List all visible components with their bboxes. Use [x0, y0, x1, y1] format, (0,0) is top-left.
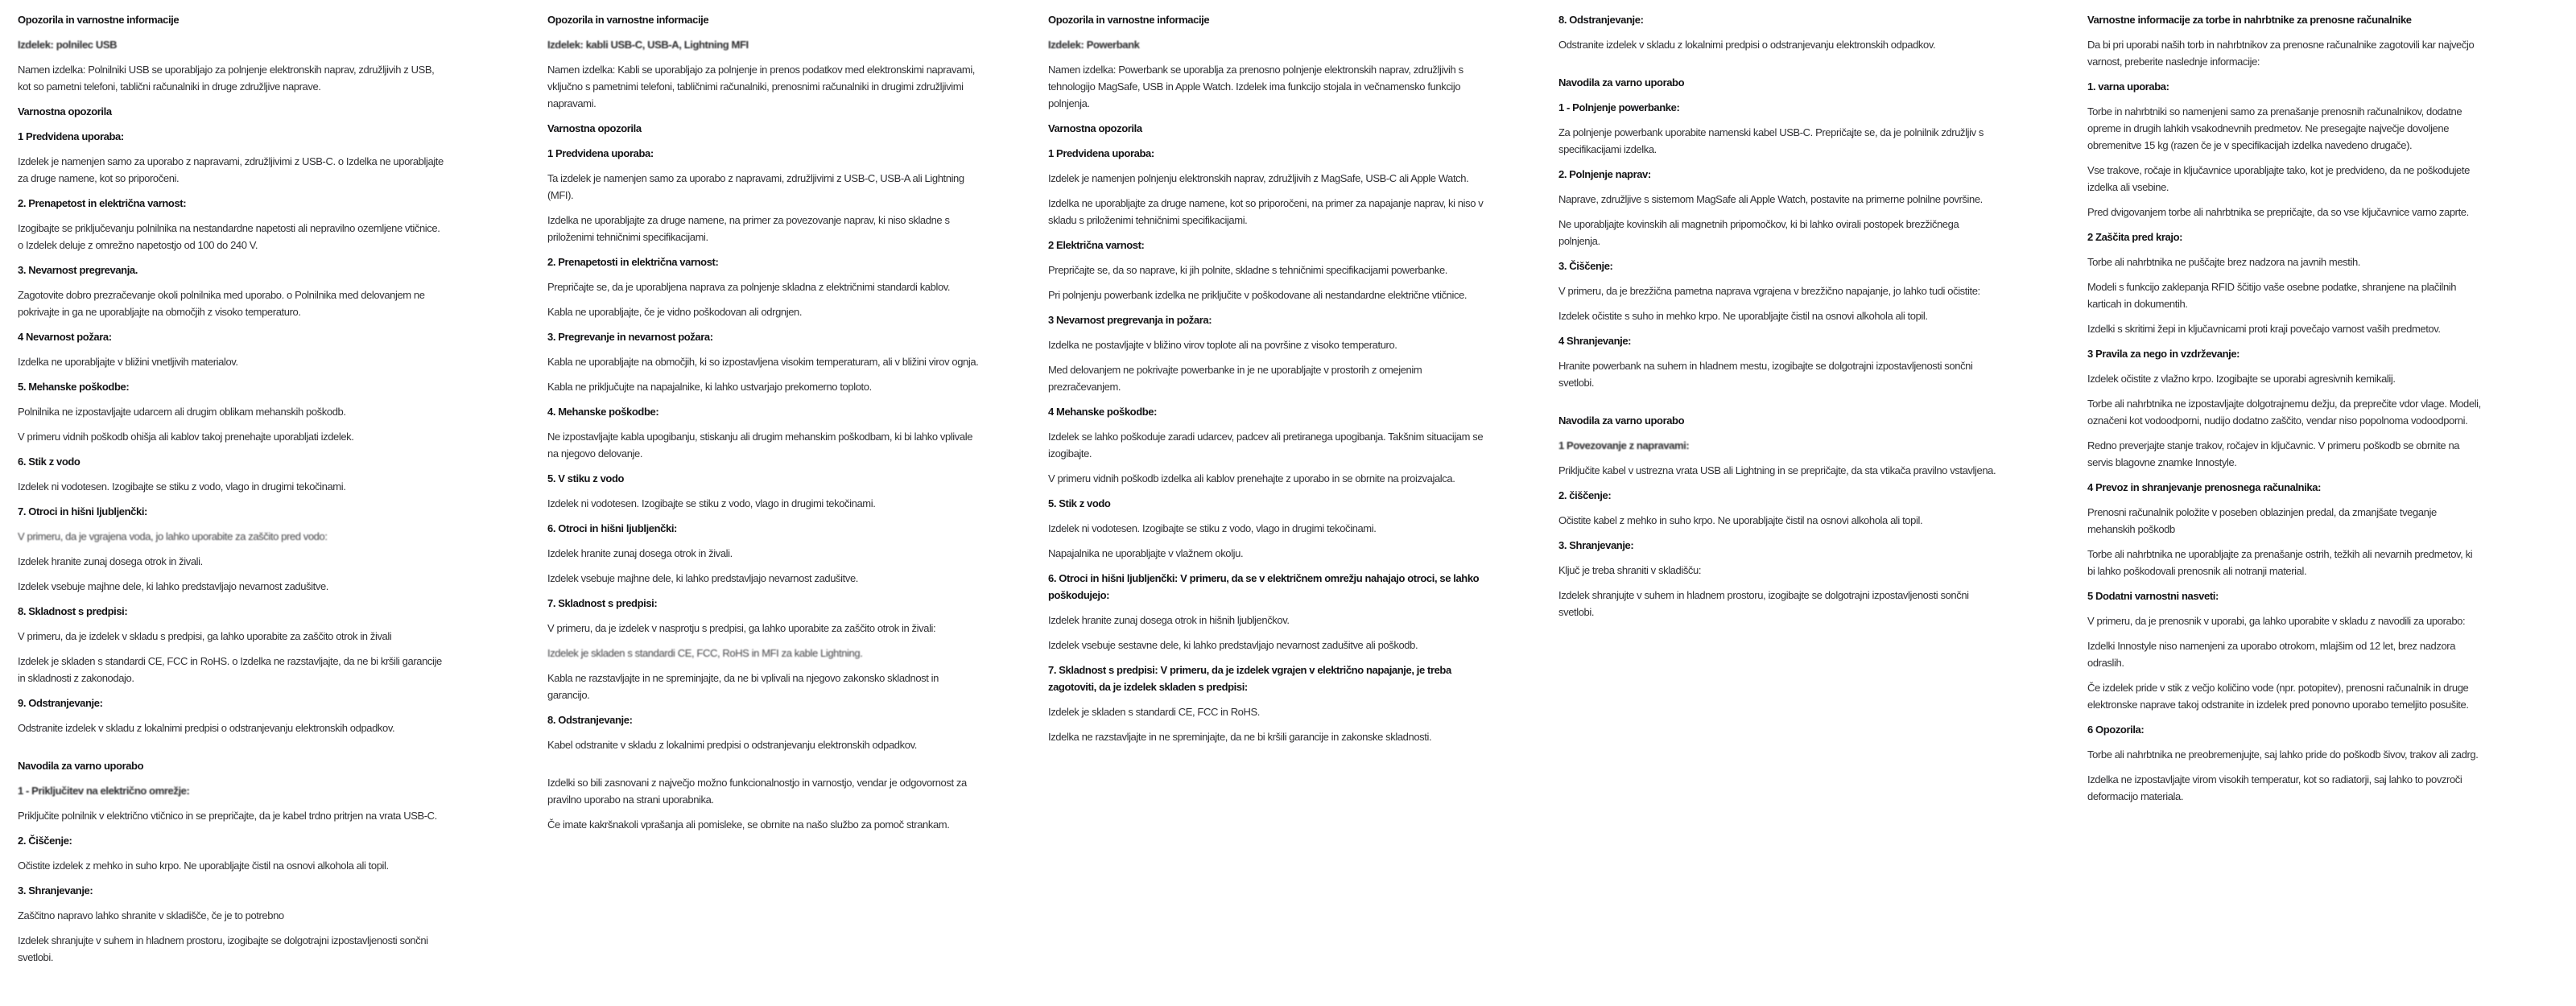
paragraph: Zagotovite dobro prezračevanje okoli polnilnika med uporabo. o Polnilnika med delovanjem ne pokrivajte in ga ne uporabljajte na območjih z visoko temperaturo. [18, 289, 425, 318]
paragraph: Kabla ne priključujte na napajalnike, ki lahko ustvarjajo prekomerno toploto. [547, 381, 872, 393]
paragraph: Vse trakove, ročaje in ključavnice uporabljajte tako, kot je predvideno, da ne poškodujete izdelka ali vsebine. [2087, 164, 2470, 193]
section-heading: 4. Mehanske poškodbe: [547, 406, 659, 418]
paragraph: Izdelek je namenjen samo za uporabo z napravami, združljivimi z USB-C. o Izdelka ne uporabljajte za druge namene, kot so priporočeni. [18, 155, 444, 184]
paragraph: Priključite polnilnik v električno vtičnico in se prepričajte, da je kabel trdno pritrjen na vrata USB-C. [18, 810, 437, 822]
section-heading: 3. Nevarnost pregrevanja. [18, 264, 138, 276]
section-heading: Navodila za varno uporabo [18, 760, 144, 772]
paragraph: Izdelka ne razstavljajte in ne spreminjajte, da ne bi kršili garancije in zakonske skladnosti. [1048, 731, 1432, 743]
section-heading: 2. čiščenje: [1558, 489, 1612, 501]
paragraph: Izdelki s skritimi žepi in ključavnicami proti kraji povečajo varnost vaših predmetov. [2087, 323, 2441, 335]
paragraph: Modeli s funkcijo zaklepanja RFID ščitijo vaše osebne podatke, shranjene na plačilnih karticah in dokumentih. [2087, 281, 2457, 310]
paragraph: Pri polnjenju powerbank izdelka ne priključite v poškodovane ali nestandardne električne vtičnice. [1048, 289, 1468, 301]
paragraph: Za polnjenje powerbank uporabite namenski kabel USB-C. Prepričajte se, da je polnilnik združljiv s specifikacijami izdelka. [1558, 126, 1984, 155]
paragraph: Izdelek očistite s suho in mehko krpo. Ne uporabljajte čistil na osnovi alkohola ali topil. [1558, 310, 1928, 322]
paragraph: Izdelek hranite zunaj dosega otrok in hišnih ljubljenčkov. [1048, 614, 1290, 626]
section-heading: Varnostna opozorila [18, 105, 112, 118]
paragraph: Naprave, združljive s sistemom MagSafe ali Apple Watch, postavite na primerne polnilne površine. [1558, 193, 1983, 205]
paragraph: Prenosni računalnik položite v poseben oblazinjen predal, da zmanjšate tveganje mehanskih poškodb [2087, 506, 2437, 535]
paragraph: Prepričajte se, da je uporabljena naprava za polnjenje skladna z električnimi standardi kablov. [547, 281, 951, 293]
paragraph: V primeru, da je vgrajena voda, jo lahko uporabite za zaščito pred vodo: [18, 530, 328, 542]
paragraph: Hranite powerbank na suhem in hladnem mestu, izogibajte se dolgotrajni izpostavljenosti sončni svetlobi. [1558, 360, 1973, 389]
paragraph: Izdelek ni vodotesen. Izogibajte se stiku z vodo, vlago in drugimi tekočinami. [547, 497, 876, 509]
paragraph: Kabla ne uporabljajte na območjih, ki so izpostavljena visokim temperaturam, ali v bližini virov ognja. [547, 356, 979, 368]
section-heading: 4 Prevoz in shranjevanje prenosnega računalnika: [2087, 481, 2322, 493]
section-heading: 9. Odstranjevanje: [18, 697, 103, 709]
paragraph: Izdelek je namenjen polnjenju elektronskih naprav, združljivih z MagSafe, USB-C ali Apple Watch. [1048, 172, 1469, 184]
section-heading: 3 Nevarnost pregrevanja in požara: [1048, 314, 1212, 326]
section-heading: 1 Predvidena uporaba: [1048, 147, 1154, 159]
paragraph: Prepričajte se, da so naprave, ki jih polnite, skladne s tehničnimi specifikacijami powerbanke. [1048, 264, 1447, 276]
section-heading: 8. Skladnost s predpisi: [18, 605, 128, 617]
paragraph: Zaščitno napravo lahko shranite v skladišče, če je to potrebno [18, 909, 284, 921]
section-heading: 1. varna uporaba: [2087, 80, 2169, 93]
section-heading: Varnostna opozorila [547, 122, 642, 134]
section-heading: 2 Zaščita pred krajo: [2087, 231, 2183, 243]
section-heading: 6. Stik z vodo [18, 456, 80, 468]
column-cables [547, 11, 980, 841]
section-heading: Izdelek: Powerbank [1048, 39, 1140, 51]
section-heading: 2. Prenapetosti in električna varnost: [547, 256, 719, 268]
section-heading: Izdelek: polnilec USB [18, 39, 118, 51]
section-heading: 6 Opozorila: [2087, 724, 2145, 736]
paragraph: Izdelek shranjujte v suhem in hladnem prostoru, izogibajte se dolgotrajni izpostavljenosti sončni svetlobi. [1558, 589, 1969, 618]
paragraph: Izdelki so bili zasnovani z največjo možno funkcionalnostjo in varnostjo, vendar je odgovornost za pravilno uporabo na strani uporabnika. [547, 777, 967, 806]
paragraph: Med delovanjem ne pokrivajte powerbanke in je ne uporabljajte v prostorih z omejenim prezračevanjem. [1048, 364, 1422, 393]
paragraph: Če izdelek pride v stik z večjo količino vode (npr. potopitev), prenosni računalnik in druge elektronske naprave takoj odstranite in izdelek pred ponovno uporabo temeljito posušite. [2087, 682, 2469, 711]
paragraph: Izogibajte se priključevanju polnilnika na nestandardne napetosti ali nepravilno ozemljene vtičnice. o Izdelek deluje z omrežno napetostjo od 100 do 240 V. [18, 222, 440, 251]
paragraph: Izdelek shranjujte v suhem in hladnem prostoru, izogibajte se dolgotrajni izpostavljenosti sončni svetlobi. [18, 934, 428, 963]
paragraph: Ta izdelek je namenjen samo za uporabo z napravami, združljivimi z USB-C, USB-A ali Lightning (MFI). [547, 172, 964, 201]
section-heading: 2 Električna varnost: [1048, 239, 1145, 251]
paragraph: Izdelka ne postavljajte v bližino virov toplote ali na površine z visoko temperaturo. [1048, 339, 1397, 351]
paragraph: Torbe ali nahrbtnika ne preobremenjujte, saj lahko pride do poškodb šivov, trakov ali zadrg. [2087, 748, 2479, 761]
section-heading: 6. Otroci in hišni ljubljenčki: [547, 522, 677, 534]
section-heading: 3. Shranjevanje: [18, 884, 93, 897]
paragraph: Ključ je treba shraniti v skladišču: [1558, 564, 1702, 576]
column-usb-charger [18, 11, 448, 974]
paragraph: V primeru, da je izdelek v nasprotju s predpisi, ga lahko uporabite za zaščito otrok in živali: [547, 622, 936, 634]
section-heading: 2. Polnjenje naprav: [1558, 168, 1651, 180]
paragraph: Izdelek hranite zunaj dosega otrok in živali. [547, 547, 733, 559]
paragraph: Izdelka ne uporabljajte za druge namene, na primer za povezovanje naprav, ki niso skladne s priloženimi tehničnimi specifikacijami. [547, 214, 950, 243]
section-heading: Opozorila in varnostne informacije [1048, 14, 1210, 26]
section-heading: 4 Nevarnost požara: [18, 331, 112, 343]
paragraph: Torbe ali nahrbtnika ne puščajte brez nadzora na javnih mestih. [2087, 256, 2361, 268]
paragraph: Očistite kabel z mehko in suho krpo. Ne uporabljajte čistil na osnovi alkohola ali topil. [1558, 514, 1923, 526]
paragraph: Izdelek ni vodotesen. Izogibajte se stiku z vodo, vlago in drugimi tekočinami. [18, 480, 346, 493]
paragraph: Odstranite izdelek v skladu z lokalnimi predpisi o odstranjevanju elektronskih odpadkov. [18, 722, 395, 734]
paragraph: Da bi pri uporabi naših torb in nahrbtnikov za prenosne računalnike zagotovili kar največjo varnost, preberite naslednje informacije: [2087, 39, 2475, 68]
column-powerbank [1048, 11, 1487, 753]
paragraph: Izdelek je skladen s standardi CE, FCC in RoHS. o Izdelka ne razstavljajte, da ne bi kršili garancije in skladnosti z zakonodajo. [18, 655, 442, 684]
section-heading: 1 Povezovanje z napravami: [1558, 439, 1690, 451]
section-heading: 3. Pregrevanje in nevarnost požara: [547, 331, 713, 343]
paragraph: Kabla ne uporabljajte, če je vidno poškodovan ali odrgnjen. [547, 306, 803, 318]
paragraph: Izdelki Innostyle niso namenjeni za uporabo otrokom, mlajšim od 12 let, brez nadzora odraslih. [2087, 640, 2456, 669]
section-heading: 1 - Priključitev na električno omrežje: [18, 785, 190, 797]
section-heading: 3. Čiščenje: [1558, 260, 1613, 272]
paragraph: Izdelka ne izpostavljajte virom visokih temperatur, kot so radiatorji, saj lahko to povzroči deformacijo materiala. [2087, 773, 2462, 802]
column-laptop-bags [2087, 11, 2482, 813]
section-heading: Varnostne informacije za torbe in nahrbtnike za prenosne računalnike [2087, 14, 2412, 26]
section-heading: 4 Mehanske poškodbe: [1048, 406, 1158, 418]
paragraph: Izdelek vsebuje majhne dele, ki lahko predstavljajo nevarnost zadušitve. [547, 572, 858, 584]
section-heading: 8. Odstranjevanje: [1558, 14, 1644, 26]
section-heading: Navodila za varno uporabo [1558, 414, 1685, 427]
paragraph: Torbe ali nahrbtnika ne izpostavljajte dolgotrajnemu dežju, da preprečite vdor vlage. Modeli, označeni kot vodoodporni, nudijo dodatno zaščito, vendar niso popolnoma vodoodporni. [2087, 398, 2481, 427]
paragraph: Redno preverjajte stanje trakov, ročajev in ključavnic. V primeru poškodb se obrnite na servis blagovne znamke Innostyle. [2087, 439, 2460, 468]
paragraph: Ne izpostavljajte kabla upogibanju, stiskanju ali drugim mehanskim poškodbam, ki bi lahko vplivale na njegovo delovanje. [547, 431, 973, 460]
paragraph: Izdelek je skladen s standardi CE, FCC, RoHS in MFI za kable Lightning. [547, 647, 863, 659]
paragraph: Izdelek vsebuje sestavne dele, ki lahko predstavljajo nevarnost zadušitve ali poškodb. [1048, 639, 1418, 651]
paragraph: Izdelek se lahko poškoduje zaradi udarcev, padcev ali pretiranega upogibanja. Takšnim situacijam se izogibajte. [1048, 431, 1484, 460]
section-heading: 8. Odstranjevanje: [547, 714, 633, 726]
paragraph: Kabel odstranite v skladu z lokalnimi predpisi o odstranjevanju elektronskih odpadkov. [547, 739, 917, 751]
paragraph: Izdelka ne uporabljajte za druge namene, kot so priporočeni, na primer za napajanje naprav, ki niso v skladu s priloženimi tehničnimi specifikacijami. [1048, 197, 1484, 226]
paragraph: V primeru, da je izdelek v skladu s predpisi, ga lahko uporabite za zaščito otrok in živali [18, 630, 392, 642]
section-heading: 6. Otroci in hišni ljubljenčki: V primeru, da se v električnem omrežju nahajajo otroci, se lahko poškodujejo: [1048, 572, 1480, 601]
paragraph: Kabla ne razstavljajte in ne spreminjajte, da ne bi vplivali na njegovo zakonsko skladnost in garancijo. [547, 672, 939, 701]
section-heading: 1 - Polnjenje powerbanke: [1558, 101, 1680, 113]
section-heading: 3 Pravila za nego in vzdrževanje: [2087, 348, 2240, 360]
paragraph: Odstranite izdelek v skladu z lokalnimi predpisi o odstranjevanju elektronskih odpadkov. [1558, 39, 1936, 51]
paragraph: Izdelka ne uporabljajte v bližini vnetljivih materialov. [18, 356, 238, 368]
section-heading: Varnostna opozorila [1048, 122, 1142, 134]
paragraph: Priključite kabel v ustrezna vrata USB ali Lightning in se prepričajte, da sta vtikača pravilno vstavljena. [1558, 464, 1996, 476]
section-heading: 7. Skladnost s predpisi: [547, 597, 658, 609]
paragraph: Izdelek hranite zunaj dosega otrok in živali. [18, 555, 203, 567]
section-heading: Opozorila in varnostne informacije [547, 14, 709, 26]
paragraph: Izdelek je skladen s standardi CE, FCC in RoHS. [1048, 706, 1260, 718]
section-heading: 7. Skladnost s predpisi: V primeru, da je izdelek vgrajen v električno napajanje, je treba zagotoviti, da je izdelek skladen s predpisi: [1048, 664, 1451, 693]
section-heading: Opozorila in varnostne informacije [18, 14, 180, 26]
section-heading: 2. Prenapetost in električna varnost: [18, 197, 187, 209]
paragraph: Izdelek vsebuje majhne dele, ki lahko predstavljajo nevarnost zadušitve. [18, 580, 328, 592]
section-heading: 1 Predvidena uporaba: [547, 147, 654, 159]
paragraph: Namen izdelka: Kabli se uporabljajo za polnjenje in prenos podatkov med elektronskimi napravami, vključno s pametnimi telefoni, tabličnimi računalniki, prenosnimi računalniki in drugimi združljivimi napravami. [547, 64, 976, 109]
paragraph: V primeru vidnih poškodb izdelka ali kablov prenehajte z uporabo in se obrnite na proizvajalca. [1048, 472, 1455, 484]
paragraph: Izdelek ni vodotesen. Izogibajte se stiku z vodo, vlago in drugimi tekočinami. [1048, 522, 1377, 534]
paragraph: Namen izdelka: Powerbank se uporablja za prenosno polnjenje elektronskih naprav, združljivih s tehnologijo MagSafe, USB in Apple Watch. Izdelek ima funkcijo stojala in večnamensko funkcijo polnjenja. [1048, 64, 1463, 109]
section-heading: 1 Predvidena uporaba: [18, 130, 124, 142]
paragraph: Pred dvigovanjem torbe ali nahrbtnika se prepričajte, da so vse ključavnice varno zaprte. [2087, 206, 2469, 218]
paragraph: Polnilnika ne izpostavljajte udarcem ali drugim oblikam mehanskih poškodb. [18, 406, 346, 418]
paragraph: Če imate kakršnakoli vprašanja ali pomisleke, se obrnite na našo službo za pomoč strankam. [547, 818, 950, 831]
paragraph: Izdelek očistite z vlažno krpo. Izogibajte se uporabi agresivnih kemikalij. [2087, 373, 2396, 385]
section-heading: 7. Otroci in hišni ljubljenčki: [18, 505, 147, 517]
paragraph: V primeru, da je brezžična pametna naprava vgrajena v brezžično napajanje, jo lahko tudi očistite: [1558, 285, 1980, 297]
paragraph: Torbe in nahrbtniki so namenjeni samo za prenašanje prenosnih računalnikov, dodatne opreme in drugih lahkih vsakodnevnih predmetov. Ne presegajte največje dovoljene obremenitve 15 kg (razen če je v specifikacijah izdelka navedeno drugače). [2087, 105, 2462, 151]
paragraph: V primeru vidnih poškodb ohišja ali kablov takoj prenehajte uporabljati izdelek. [18, 431, 354, 443]
section-heading: 5. Stik z vodo [1048, 497, 1111, 509]
paragraph: Namen izdelka: Polnilniki USB se uporabljajo za polnjenje elektronskih naprav, združljivih z USB, kot so pametni telefoni, tablični računalniki in druge združljive naprave. [18, 64, 435, 93]
section-heading: 5 Dodatni varnostni nasveti: [2087, 590, 2219, 602]
section-heading: Navodila za varno uporabo [1558, 76, 1685, 89]
section-heading: 3. Shranjevanje: [1558, 539, 1634, 551]
paragraph: Napajalnika ne uporabljajte v vlažnem okolju. [1048, 547, 1244, 559]
section-heading: 5. V stiku z vodo [547, 472, 625, 484]
paragraph: Očistite izdelek z mehko in suho krpo. Ne uporabljajte čistil na osnovi alkohola ali topil. [18, 860, 389, 872]
column-powerbank-and-cable-usage [1558, 11, 2000, 629]
paragraph: Ne uporabljajte kovinskih ali magnetnih pripomočkov, ki bi lahko ovirali postopek brezžičnega polnjenja. [1558, 218, 1959, 247]
section-heading: Izdelek: kabli USB-C, USB-A, Lightning MFI [547, 39, 749, 51]
section-heading: 5. Mehanske poškodbe: [18, 381, 130, 393]
section-heading: 2. Čiščenje: [18, 835, 72, 847]
paragraph: V primeru, da je prenosnik v uporabi, ga lahko uporabite v skladu z navodili za uporabo: [2087, 615, 2466, 627]
paragraph: Torbe ali nahrbtnika ne uporabljajte za prenašanje ostrih, težkih ali nevarnih predmetov, ki bi lahko poškodovali prenosnik ali notranji material. [2087, 548, 2473, 577]
section-heading: 4 Shranjevanje: [1558, 335, 1632, 347]
